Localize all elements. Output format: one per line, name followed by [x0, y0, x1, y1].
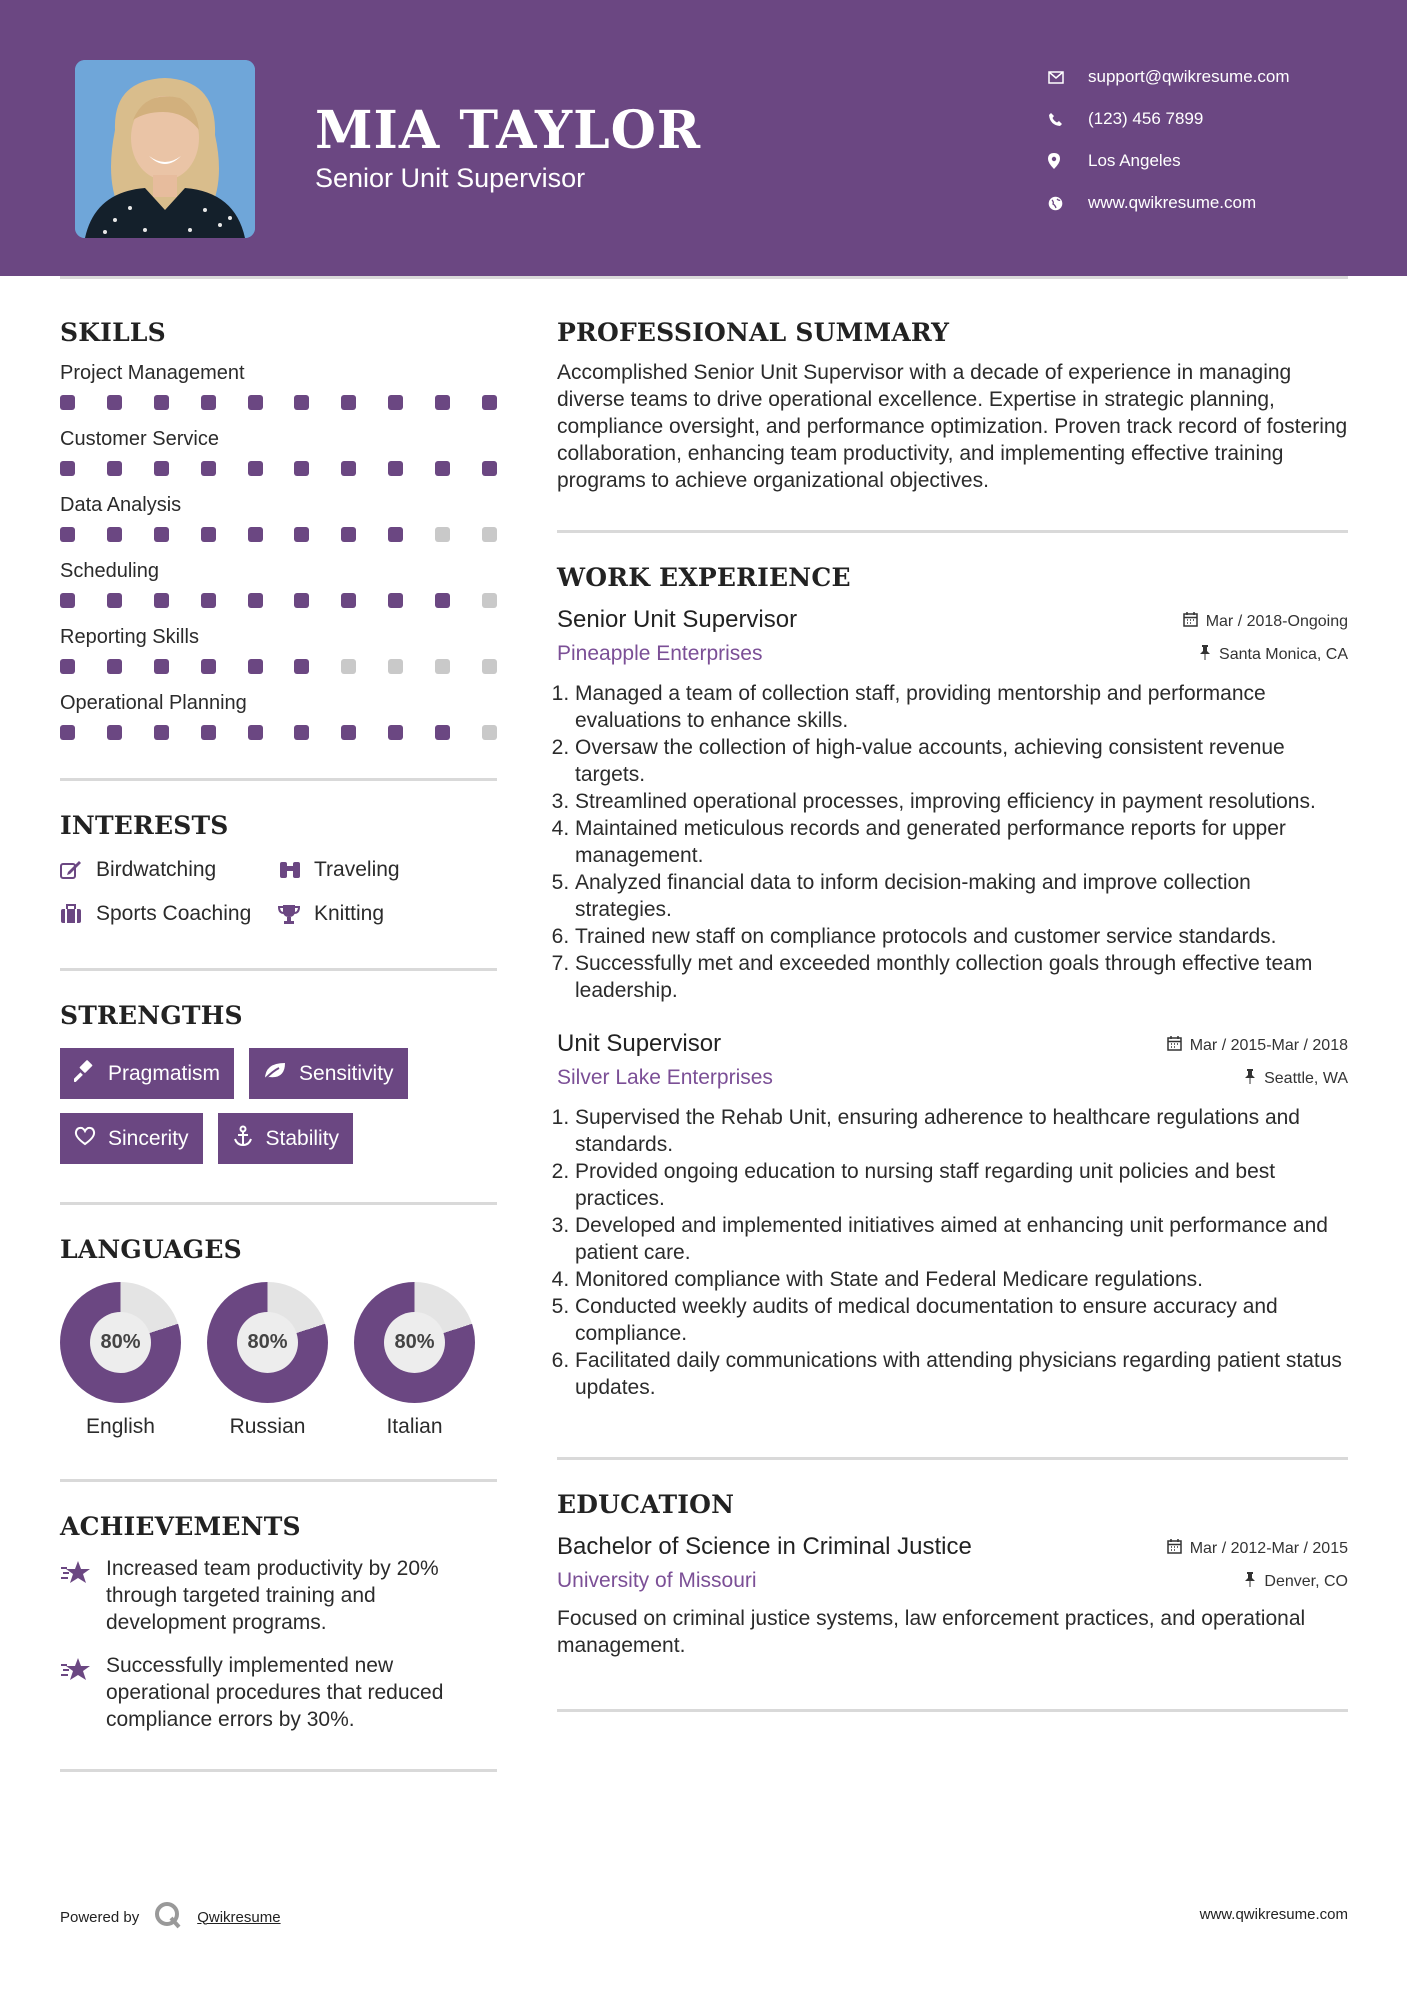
rating-dot	[201, 461, 216, 476]
calendar-icon	[1167, 1036, 1182, 1056]
summary-heading: PROFESSIONAL SUMMARY	[557, 318, 950, 347]
candidate-title: Senior Unit Supervisor	[315, 163, 586, 193]
contact-email-text[interactable]: support@qwikresume.com	[1088, 67, 1290, 86]
rating-dot	[341, 659, 356, 674]
rating-dot	[482, 395, 497, 410]
rating-dot	[60, 593, 75, 608]
skill-name: Data Analysis	[60, 494, 182, 516]
rating-dot	[60, 527, 75, 542]
candidate-name: MIA TAYLOR	[315, 100, 702, 161]
trophy-icon	[278, 904, 314, 924]
rating-dot	[154, 527, 169, 542]
rating-dot	[482, 461, 497, 476]
rating-dot	[60, 461, 75, 476]
job-title: Senior Unit Supervisor	[557, 606, 798, 633]
rating-dot	[154, 395, 169, 410]
rating-dot	[60, 395, 75, 410]
footer-website[interactable]: www.qwikresume.com	[1199, 1906, 1348, 1923]
contact-website	[1048, 182, 1290, 224]
qwikresume-logo-icon	[153, 1900, 183, 1934]
rating-dot	[248, 461, 263, 476]
left-column	[60, 318, 497, 1772]
job-dates: Mar / 2018-Ongoing	[1183, 612, 1348, 632]
strengths-list	[60, 1048, 497, 1164]
rating-dot	[388, 527, 403, 542]
rating-dot	[482, 527, 497, 542]
interest-item: Sports Coaching	[60, 902, 278, 926]
header-divider	[60, 276, 1348, 279]
footer-powered-by	[60, 1900, 281, 1934]
rating-dot	[201, 527, 216, 542]
language-progress-ring	[60, 1282, 181, 1403]
language-name: English	[86, 1415, 155, 1438]
language-percent: 80%	[90, 1312, 151, 1373]
section-divider	[60, 778, 497, 781]
rating-dot	[248, 527, 263, 542]
heart-icon	[74, 1126, 96, 1152]
skills-list	[60, 359, 497, 740]
rating-dot	[435, 527, 450, 542]
rating-dot	[435, 659, 450, 674]
job-title: Unit Supervisor	[557, 1030, 722, 1057]
rating-dot	[388, 659, 403, 674]
rating-dot	[154, 659, 169, 674]
experience-heading: WORK EXPERIENCE	[557, 563, 851, 592]
rating-dot	[107, 395, 122, 410]
list-item: 6. Trained new staff on compliance protocols and customer service standards.	[575, 923, 1348, 950]
achievements-heading: ACHIEVEMENTS	[60, 1512, 301, 1541]
rating-dot	[388, 461, 403, 476]
list-item: 2. Provided ongoing education to nursing staff regarding unit policies and best practices.	[575, 1158, 1348, 1212]
right-column	[557, 318, 1348, 1712]
pushpin-icon	[1244, 1069, 1256, 1089]
list-item: 3. Developed and implemented initiatives aimed at enhancing unit performance and patient care.	[575, 1212, 1348, 1266]
skill-item	[60, 557, 497, 608]
achievements-list	[60, 1555, 497, 1733]
education-entry	[557, 1533, 1348, 1659]
briefcase-icon	[60, 904, 96, 924]
rating-dot	[482, 659, 497, 674]
achievement-item: Increased team productivity by 20% through targeted training and development programs.	[60, 1555, 497, 1636]
rating-dot	[201, 593, 216, 608]
skill-name: Customer Service	[60, 428, 219, 450]
rating-dot	[341, 461, 356, 476]
section-divider	[60, 1769, 497, 1772]
rating-dot	[294, 725, 309, 740]
list-item: 4. Maintained meticulous records and generated performance reports for upper management.	[575, 815, 1348, 869]
rating-dot	[154, 593, 169, 608]
rating-dot	[294, 659, 309, 674]
rating-dot	[154, 461, 169, 476]
rating-dot	[107, 461, 122, 476]
section-divider	[60, 1202, 497, 1205]
rating-dot	[435, 461, 450, 476]
language-item	[60, 1282, 181, 1439]
education-description: Focused on criminal justice systems, law enforcement practices, and operational management.	[557, 1607, 1306, 1657]
strength-tag: Stability	[218, 1113, 354, 1164]
rating-dot	[482, 725, 497, 740]
star-badge-icon	[60, 1652, 94, 1733]
list-item: 5. Conducted weekly audits of medical documentation to ensure accuracy and compliance.	[575, 1293, 1348, 1347]
rating-dot	[201, 395, 216, 410]
list-item: 1. Managed a team of collection staff, providing mentorship and performance evaluations to enhance skills.	[575, 680, 1348, 734]
rating-dot	[388, 725, 403, 740]
job-entry	[557, 606, 1348, 1004]
job-location: Santa Monica, CA	[1199, 645, 1348, 665]
rating-dot	[294, 395, 309, 410]
rating-dot	[294, 527, 309, 542]
binoculars-icon	[278, 860, 314, 880]
language-progress-ring	[207, 1282, 328, 1403]
strength-tag: Pragmatism	[60, 1048, 234, 1099]
qwikresume-link[interactable]: Qwikresume	[197, 1908, 281, 1926]
rating-dot	[107, 659, 122, 674]
section-divider	[557, 1709, 1348, 1712]
degree-title: Bachelor of Science in Criminal Justice	[557, 1533, 972, 1560]
contact-email	[1048, 56, 1290, 98]
skill-rating	[60, 659, 497, 674]
envelope-icon	[1048, 71, 1088, 84]
education-location: Denver, CO	[1244, 1572, 1348, 1592]
rating-dot	[248, 659, 263, 674]
job-entry	[557, 1030, 1348, 1401]
rating-dot	[482, 593, 497, 608]
skill-item	[60, 425, 497, 476]
company-name: Pineapple Enterprises	[557, 642, 763, 665]
list-item: 2. Oversaw the collection of high-value accounts, achieving consistent revenue targets.	[575, 734, 1348, 788]
skill-name: Scheduling	[60, 560, 159, 582]
skill-rating	[60, 527, 497, 542]
contact-website-text[interactable]: www.qwikresume.com	[1088, 193, 1257, 212]
skill-rating	[60, 461, 497, 476]
rating-dot	[107, 725, 122, 740]
rating-dot	[107, 593, 122, 608]
language-item	[207, 1282, 328, 1439]
skill-item	[60, 359, 497, 410]
rating-dot	[294, 593, 309, 608]
list-item: 5. Analyzed financial data to inform decision-making and improve collection strategies.	[575, 869, 1348, 923]
rating-dot	[435, 725, 450, 740]
rating-dot	[60, 659, 75, 674]
section-divider	[60, 1479, 497, 1482]
skill-rating	[60, 593, 497, 608]
gavel-icon	[74, 1060, 96, 1088]
rating-dot	[107, 527, 122, 542]
contact-location	[1048, 140, 1290, 182]
language-progress-ring	[354, 1282, 475, 1403]
star-badge-icon	[60, 1555, 94, 1636]
pushpin-icon	[1199, 645, 1211, 665]
skill-name: Operational Planning	[60, 692, 247, 714]
rating-dot	[388, 395, 403, 410]
rating-dot	[60, 725, 75, 740]
contact-block	[1048, 56, 1290, 224]
language-name: Italian	[386, 1415, 443, 1438]
interests-list	[60, 858, 497, 926]
job-duties-list	[557, 680, 1348, 1004]
header-banner	[0, 0, 1407, 276]
section-divider	[60, 968, 497, 971]
languages-heading: LANGUAGES	[60, 1235, 242, 1264]
pushpin-icon	[1244, 1572, 1256, 1592]
rating-dot	[248, 593, 263, 608]
job-location: Seattle, WA	[1244, 1069, 1348, 1089]
rating-dot	[294, 461, 309, 476]
education-dates: Mar / 2012-Mar / 2015	[1167, 1539, 1348, 1559]
phone-icon	[1048, 112, 1088, 127]
rating-dot	[201, 659, 216, 674]
list-item: 6. Facilitated daily communications with attending physicians regarding patient status updates.	[575, 1347, 1348, 1401]
strength-tag: Sensitivity	[249, 1048, 408, 1099]
contact-phone	[1048, 98, 1290, 140]
anchor-icon	[232, 1125, 254, 1153]
contact-location-text: Los Angeles	[1088, 151, 1181, 170]
list-item: 4. Monitored compliance with State and Federal Medicare regulations.	[575, 1266, 1348, 1293]
strengths-heading: STRENGTHS	[60, 1001, 243, 1030]
list-item: 3. Streamlined operational processes, improving efficiency in payment resolutions.	[575, 788, 1348, 815]
interests-heading: INTERESTS	[60, 811, 229, 840]
languages-list	[60, 1282, 497, 1439]
achievement-item: Successfully implemented new operational procedures that reduced compliance errors by 30%.	[60, 1652, 497, 1733]
school-name: University of Missouri	[557, 1569, 757, 1592]
contact-phone-text: (123) 456 7899	[1088, 109, 1204, 128]
edit-icon	[60, 860, 96, 880]
rating-dot	[154, 725, 169, 740]
language-percent: 80%	[237, 1312, 298, 1373]
rating-dot	[388, 593, 403, 608]
calendar-icon	[1183, 612, 1198, 632]
rating-dot	[248, 725, 263, 740]
skill-item	[60, 491, 497, 542]
powered-by-label: Powered by	[60, 1908, 140, 1926]
skill-name: Project Management	[60, 362, 245, 384]
company-name: Silver Lake Enterprises	[557, 1066, 773, 1089]
rating-dot	[341, 725, 356, 740]
language-item	[354, 1282, 475, 1439]
profile-photo	[75, 60, 255, 238]
map-pin-icon	[1048, 153, 1088, 169]
skill-rating	[60, 725, 497, 740]
interest-item: Knitting	[278, 902, 478, 926]
language-percent: 80%	[384, 1312, 445, 1373]
section-divider	[557, 530, 1348, 533]
job-dates: Mar / 2015-Mar / 2018	[1167, 1036, 1348, 1056]
rating-dot	[201, 725, 216, 740]
list-item: 7. Successfully met and exceeded monthly collection goals through effective team leadership.	[575, 950, 1348, 1004]
skill-rating	[60, 395, 497, 410]
globe-icon	[1048, 196, 1088, 211]
rating-dot	[248, 395, 263, 410]
calendar-icon	[1167, 1539, 1182, 1559]
list-item: 1. Supervised the Rehab Unit, ensuring adherence to healthcare regulations and standards.	[575, 1104, 1348, 1158]
section-divider	[557, 1457, 1348, 1460]
rating-dot	[341, 593, 356, 608]
interest-item: Traveling	[278, 858, 478, 882]
rating-dot	[341, 395, 356, 410]
rating-dot	[341, 527, 356, 542]
job-duties-list	[557, 1104, 1348, 1401]
strength-tag: Sincerity	[60, 1113, 203, 1164]
skill-item	[60, 623, 497, 674]
skill-item	[60, 689, 497, 740]
interest-item: Birdwatching	[60, 858, 278, 882]
skill-name: Reporting Skills	[60, 626, 199, 648]
rating-dot	[435, 593, 450, 608]
education-heading: EDUCATION	[557, 1490, 735, 1519]
leaf-icon	[263, 1061, 287, 1087]
summary-text: Accomplished Senior Unit Supervisor with a decade of experience in managing diverse teams to drive operational excellence. Expertise in strategic planning, compliance oversight, and performance optimization. Proven track record of fostering collaboration, enhancing team productivity, and implementing effective training programs to achieve organizational objectives.	[557, 361, 1348, 492]
rating-dot	[435, 395, 450, 410]
skills-heading: SKILLS	[60, 318, 166, 347]
language-name: Russian	[229, 1415, 306, 1438]
